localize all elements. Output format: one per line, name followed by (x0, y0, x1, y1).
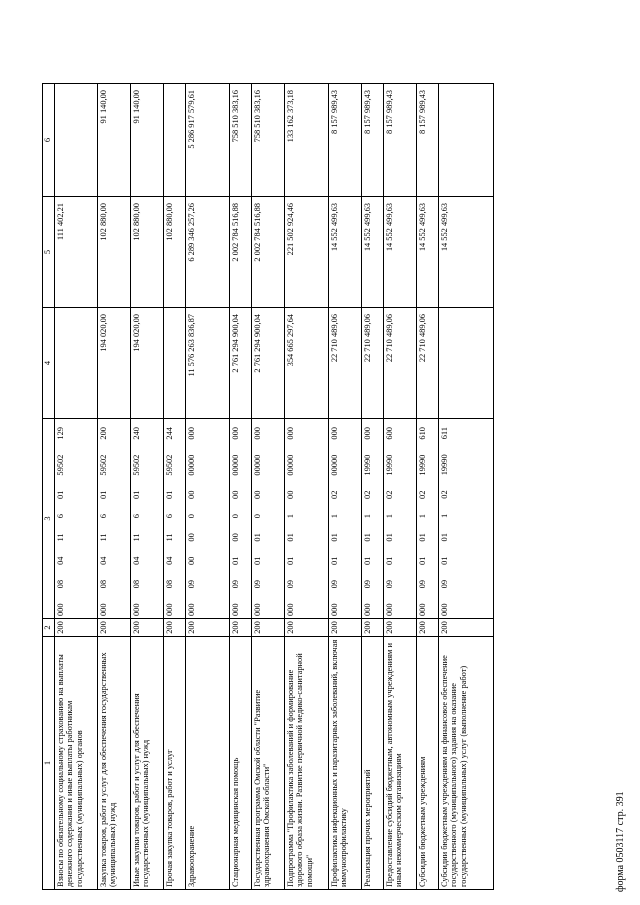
amount: 6 289 346 257,26 (187, 203, 196, 262)
header-row (43, 84, 55, 890)
amount: 8 157 989,43 (363, 90, 372, 134)
amount: 111 402,21 (56, 203, 65, 241)
code-part: 59502 (132, 454, 141, 476)
row-value-c5 (98, 197, 131, 308)
row-name: Государственная программа Омской области "Развитие здравоохранения Омской области" (252, 637, 285, 890)
report-body (55, 84, 494, 890)
code-part: 6 (132, 514, 141, 519)
code-part: 19990 (363, 454, 372, 476)
code-part: 0 (253, 514, 262, 519)
row-line-code: 200 (164, 619, 186, 637)
code-part: 01 (286, 556, 295, 565)
row-line-code: 200 (131, 619, 164, 637)
row-name: Субсидии бюджетным учреждениям (417, 637, 439, 890)
amount: 14 552 499,63 (418, 203, 427, 252)
table-row (285, 84, 329, 890)
row-name: Субсидии бюджетным учреждениям на финансовое обеспечение государственного (муниципального) задания на оказание государственных (муниципальных) услуг (выполнение работ) (439, 637, 494, 890)
amount: 194 020,00 (99, 314, 108, 352)
code-part: 00000 (187, 454, 196, 476)
row-name: Профилактика инфекционных и паразитарных заболеваний, включая иммунопрофилактику (329, 637, 362, 890)
code-part: 1 (440, 513, 449, 518)
row-value-c4 (285, 308, 329, 419)
code-part: 19990 (418, 454, 427, 476)
row-name: Иные закупки товаров, работ и услуг для обеспечения государственных (муниципальных) нужд (131, 637, 164, 890)
code-part: 08 (165, 579, 174, 589)
amount: 2 002 784 516,88 (253, 203, 262, 262)
code-part: 01 (253, 556, 262, 565)
row-budget-code (285, 419, 329, 619)
row-value-c5 (230, 197, 252, 308)
code-part: 01 (56, 490, 65, 500)
row-value-c4 (131, 308, 164, 419)
row-value-c6 (329, 84, 362, 197)
row-name: Стационарная медицинская помощь (230, 637, 252, 890)
code-part: 000 (187, 427, 196, 440)
row-name: Предоставление субсидий бюджетным, автономным учреждениям и иным некоммерческим организациям (384, 637, 417, 890)
header-col-3: 3 (43, 419, 55, 619)
row-value-c6 (230, 84, 252, 197)
row-value-c5 (186, 197, 230, 308)
table-row (439, 84, 494, 890)
code-part: 09 (286, 580, 295, 589)
code-part: 02 (385, 490, 394, 499)
code-part: 04 (132, 556, 141, 565)
row-value-c5 (55, 197, 98, 308)
code-part: 00 (187, 490, 196, 499)
code-part: 59502 (99, 454, 108, 476)
code-part: 19990 (440, 454, 449, 476)
code-part: 000 (440, 603, 449, 616)
code-part: 01 (165, 490, 174, 500)
row-value-c5 (384, 197, 417, 308)
amount: 102 880,00 (165, 203, 174, 241)
row-budget-code (55, 419, 98, 619)
code-part: 01 (330, 556, 339, 565)
amount: 8 157 989,43 (385, 90, 394, 134)
header-col-6: 6 (43, 84, 55, 197)
row-value-c4 (417, 308, 439, 419)
amount: 22 710 489,06 (330, 314, 339, 363)
row-line-code: 200 (230, 619, 252, 637)
code-part: 1 (418, 514, 427, 519)
code-part: 01 (363, 533, 372, 542)
code-part: 1 (385, 514, 394, 519)
code-part: 244 (165, 427, 174, 440)
code-part: 19990 (385, 454, 394, 476)
code-part: 00000 (286, 454, 295, 476)
header-col-1: 1 (43, 637, 55, 890)
code-part: 000 (418, 603, 427, 616)
code-part: 09 (440, 579, 449, 589)
code-part: 0 (231, 514, 240, 519)
amount: 11 576 263 836,87 (187, 314, 196, 377)
row-line-code: 200 (384, 619, 417, 637)
amount: 354 665 297,64 (286, 314, 295, 367)
row-name: Реализация прочих мероприятий (362, 637, 384, 890)
code-part: 600 (385, 427, 394, 440)
form-label: форма 0503117 стр. 391 (615, 791, 626, 892)
row-value-c6 (98, 84, 131, 197)
amount: 22 710 489,06 (418, 314, 427, 363)
code-part: 08 (56, 579, 65, 589)
table-row (55, 84, 98, 890)
amount: 14 552 499,63 (330, 203, 339, 252)
row-value-c6 (285, 84, 329, 197)
row-value-c5 (164, 197, 186, 308)
code-part: 59502 (165, 454, 174, 476)
code-part: 01 (440, 556, 449, 565)
code-part: 6 (56, 514, 65, 519)
row-budget-code (362, 419, 384, 619)
row-name: Закупка товаров, работ и услуг для обеспечения государственных (муниципальных) нужд (98, 637, 131, 890)
amount: 2 002 784 516,88 (231, 203, 240, 262)
row-line-code: 200 (252, 619, 285, 637)
row-value-c4 (252, 308, 285, 419)
code-part: 0 (187, 514, 196, 519)
code-part: 09 (231, 580, 240, 589)
code-part: 01 (418, 533, 427, 542)
code-part: 01 (363, 556, 372, 565)
code-part: 000 (330, 427, 339, 440)
code-part: 11 (99, 533, 108, 542)
row-value-c6 (164, 84, 186, 197)
row-value-c5 (439, 197, 494, 308)
code-part: 00 (187, 556, 196, 565)
code-part: 01 (231, 556, 240, 565)
code-part: 01 (253, 533, 262, 542)
code-part: 02 (363, 490, 372, 499)
code-part: 09 (385, 580, 394, 589)
code-part: 01 (99, 490, 108, 500)
row-line-code: 200 (186, 619, 230, 637)
code-part: 000 (253, 427, 262, 440)
code-part: 02 (440, 490, 449, 499)
code-part: 000 (363, 427, 372, 440)
code-part: 00 (231, 533, 240, 542)
code-part: 000 (385, 603, 394, 616)
amount: 2 761 294 900,04 (231, 314, 240, 373)
row-value-c4 (98, 308, 131, 419)
code-part: 000 (99, 603, 108, 616)
table-row (164, 84, 186, 890)
code-part: 00000 (330, 454, 339, 476)
code-part: 01 (418, 556, 427, 565)
code-part: 00 (231, 490, 240, 499)
code-part: 11 (132, 533, 141, 542)
table-row (131, 84, 164, 890)
row-line-code: 200 (362, 619, 384, 637)
row-budget-code (131, 419, 164, 619)
table-row (417, 84, 439, 890)
amount: 194 020,00 (132, 314, 141, 352)
code-part: 01 (132, 490, 141, 500)
row-name: Подпрограмма "Профилактика заболеваний и формирование здорового образа жизни. Развитие первичной медико-санитарной помощи" (285, 637, 329, 890)
code-part: 09 (363, 580, 372, 589)
row-value-c6 (417, 84, 439, 197)
row-line-code: 200 (439, 619, 494, 637)
code-part: 6 (99, 514, 108, 519)
row-value-c5 (417, 197, 439, 308)
code-part: 04 (165, 556, 174, 565)
code-part: 00 (286, 490, 295, 499)
code-part: 1 (363, 514, 372, 519)
row-value-c4 (362, 308, 384, 419)
code-part: 01 (440, 533, 449, 542)
amount: 102 880,00 (99, 203, 108, 241)
row-value-c6 (384, 84, 417, 197)
row-budget-code (384, 419, 417, 619)
row-value-c4 (439, 308, 494, 419)
row-value-c4 (164, 308, 186, 419)
amount: 22 710 489,06 (385, 314, 394, 363)
row-value-c6 (362, 84, 384, 197)
code-part: 09 (330, 580, 339, 589)
row-line-code: 200 (98, 619, 131, 637)
row-line-code: 200 (285, 619, 329, 637)
amount: 758 510 383,16 (231, 90, 240, 143)
table-row (186, 84, 230, 890)
row-value-c4 (384, 308, 417, 419)
amount: 758 510 383,16 (253, 90, 262, 143)
code-part: 04 (56, 556, 65, 565)
code-part: 000 (231, 603, 240, 616)
amount: 133 162 373,18 (286, 90, 295, 143)
row-line-code: 200 (329, 619, 362, 637)
code-part: 1 (330, 514, 339, 519)
row-line-code: 200 (417, 619, 439, 637)
table-row (230, 84, 252, 890)
amount: 8 157 989,43 (418, 90, 427, 134)
code-part: 000 (253, 603, 262, 616)
header-col-2: 2 (43, 619, 55, 637)
code-part: 04 (99, 556, 108, 565)
code-part: 000 (286, 427, 295, 440)
row-value-c4 (186, 308, 230, 419)
code-part: 08 (99, 579, 108, 589)
row-value-c6 (252, 84, 285, 197)
code-part: 129 (56, 427, 65, 440)
amount: 102 880,00 (132, 203, 141, 241)
code-part: 000 (286, 603, 295, 616)
row-budget-code (329, 419, 362, 619)
row-budget-code (252, 419, 285, 619)
table-row (362, 84, 384, 890)
code-part: 11 (56, 533, 65, 542)
row-budget-code (186, 419, 230, 619)
amount: 91 140,00 (99, 90, 108, 124)
header-col-5: 5 (43, 197, 55, 308)
code-part: 09 (418, 580, 427, 589)
row-value-c4 (329, 308, 362, 419)
row-name: Здравоохранение (186, 637, 230, 890)
code-part: 59502 (56, 454, 65, 476)
code-part: 09 (253, 580, 262, 589)
code-part: 000 (231, 427, 240, 440)
table-row (98, 84, 131, 890)
row-budget-code (439, 419, 494, 619)
code-part: 240 (132, 427, 141, 440)
row-name: Прочая закупка товаров, работ и услуг (164, 637, 186, 890)
code-part: 611 (440, 427, 449, 440)
row-value-c5 (329, 197, 362, 308)
row-line-code: 200 (55, 619, 98, 637)
table-row (252, 84, 285, 890)
code-part: 200 (99, 427, 108, 440)
row-name: Взносы по обязательному социальному страхованию на выплаты денежного содержания и иные выплаты работникам государственных (муниципальных) органов (55, 637, 98, 890)
row-value-c6 (439, 84, 494, 197)
code-part: 00 (187, 533, 196, 542)
code-part: 00 (253, 490, 262, 499)
row-value-c5 (131, 197, 164, 308)
row-value-c5 (362, 197, 384, 308)
table-row (384, 84, 417, 890)
code-part: 09 (187, 580, 196, 589)
row-value-c6 (186, 84, 230, 197)
code-part: 610 (418, 427, 427, 440)
code-part: 01 (286, 533, 295, 542)
header-col-4: 4 (43, 308, 55, 419)
code-part: 000 (187, 603, 196, 616)
row-value-c6 (55, 84, 98, 197)
amount: 5 286 917 579,61 (187, 90, 196, 149)
code-part: 11 (165, 533, 174, 542)
code-part: 01 (330, 533, 339, 542)
amount: 14 552 499,63 (440, 203, 449, 252)
code-part: 000 (132, 603, 141, 616)
code-part: 01 (385, 533, 394, 542)
code-part: 01 (385, 556, 394, 565)
amount: 22 710 489,06 (363, 314, 372, 363)
report-table (42, 83, 494, 890)
row-value-c6 (131, 84, 164, 197)
row-budget-code (230, 419, 252, 619)
code-part: 000 (330, 603, 339, 616)
table-row (329, 84, 362, 890)
amount: 14 552 499,63 (385, 203, 394, 252)
code-part: 000 (363, 603, 372, 616)
amount: 221 502 924,46 (286, 203, 295, 256)
code-part: 000 (56, 603, 65, 616)
row-value-c4 (55, 308, 98, 419)
amount: 2 761 294 900,04 (253, 314, 262, 373)
code-part: 00000 (231, 454, 240, 476)
row-budget-code (98, 419, 131, 619)
code-part: 02 (418, 490, 427, 499)
code-part: 6 (165, 514, 174, 519)
row-value-c5 (285, 197, 329, 308)
code-part: 02 (330, 490, 339, 499)
amount: 14 552 499,63 (363, 203, 372, 252)
code-part: 000 (165, 603, 174, 616)
code-part: 00000 (253, 454, 262, 476)
code-part: 1 (286, 514, 295, 519)
row-value-c5 (252, 197, 285, 308)
row-budget-code (164, 419, 186, 619)
row-value-c4 (230, 308, 252, 419)
code-part: 08 (132, 579, 141, 589)
amount: 8 157 989,43 (330, 90, 339, 134)
row-budget-code (417, 419, 439, 619)
amount: 91 140,00 (132, 90, 141, 124)
